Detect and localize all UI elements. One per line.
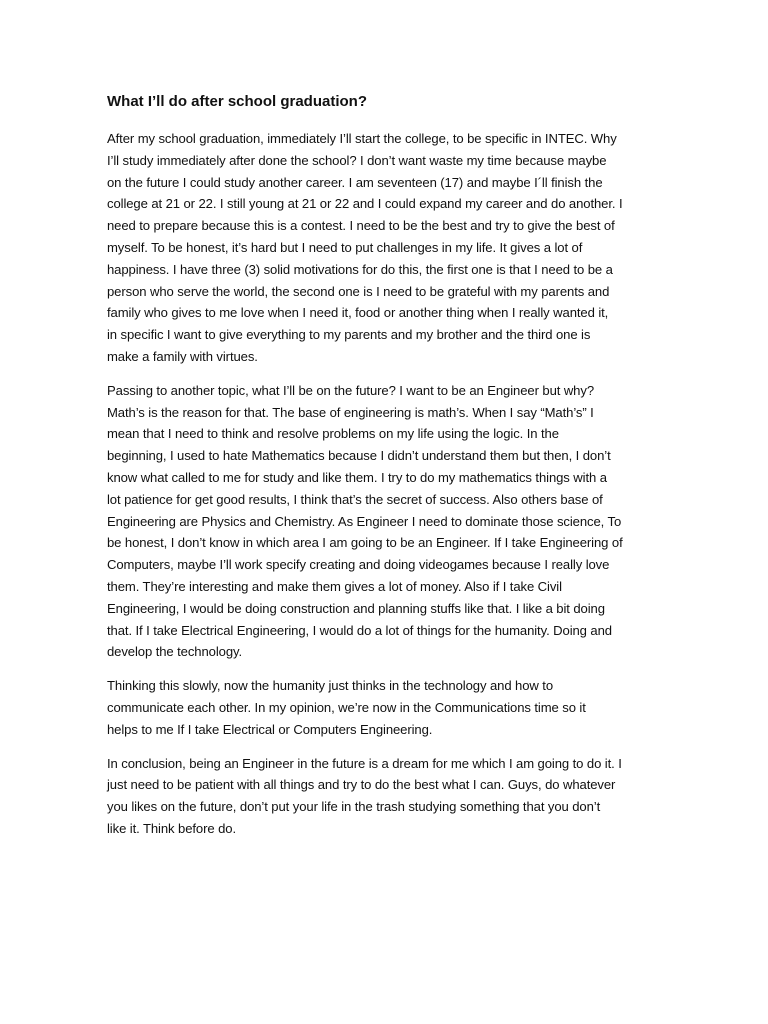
paragraph-2: Passing to another topic, what I’ll be on the future? I want to be an Engineer but why? Math’s is the reason for that. The base of engineering is math’s. When I say “Math’s” I mean that I need to think and resolve problems on my life using the logic. In the beginning, I used to hate Mathematics because I didn’t understand them but then, I don’t know what called to me for study and like them. I try to do my mathematics things with a lot patience for get good results, I think that’s the secret of success. Also others base of Engineering are Physics and Chemistry. As Engineer I need to dominate those science, To be honest, I don’t know in which area I am going to be an Engineer. If I take Engineering of Computers, maybe I’ll work specify creating and doing videogames because I really love them. They’re interesting and make them gives a lot of money. Also if I take Civil Engineering, I would be doing construction and planning stuffs like that. I like a bit doing that. If I take Electrical Engineering, I would do a lot of things for the humanity. Doing and develop the technology. bbox=[107, 382, 623, 660]
paragraph-1: After my school graduation, immediately I’ll start the college, to be specific in INTEC. Why I’ll study immediately after done the school? I don’t want waste my time because maybe on the future I could study another career. I am seventeen (17) and maybe I´ll finish the college at 21 or 22. I still young at 21 or 22 and I could expand my career and do another. I need to prepare because this is a contest. I need to be the best and try to give the best of myself. To be honest, it’s hard but I need to put challenges in my life. It gives a lot of happiness. I have three (3) solid motivations for do this, the first one is that I need to be a person who serve the world, the second one is I need to be grateful with my parents and family who gives to me love when I need it, food or another thing when I really wanted it, in specific I want to give everything to my parents and my brother and the third one is make a family with virtues. bbox=[107, 131, 623, 364]
document-title: What I’ll do after school graduation? bbox=[107, 93, 368, 110]
document-page bbox=[107, 92, 665, 852]
paragraph-4: In conclusion, being an Engineer in the future is a dream for me which I am going to do it. I just need to be patient with all things and try to do the best what I can. Guys, do whatever you likes on the future, don’t put your life in the trash studying something that you don’t like it. Think before do. bbox=[107, 755, 622, 836]
paragraph-3: Thinking this slowly, now the humanity just thinks in the technology and how to communicate each other. In my opinion, we’re now in the Communications time so it helps to me If I take Electrical or Computers Engineering. bbox=[107, 678, 586, 737]
